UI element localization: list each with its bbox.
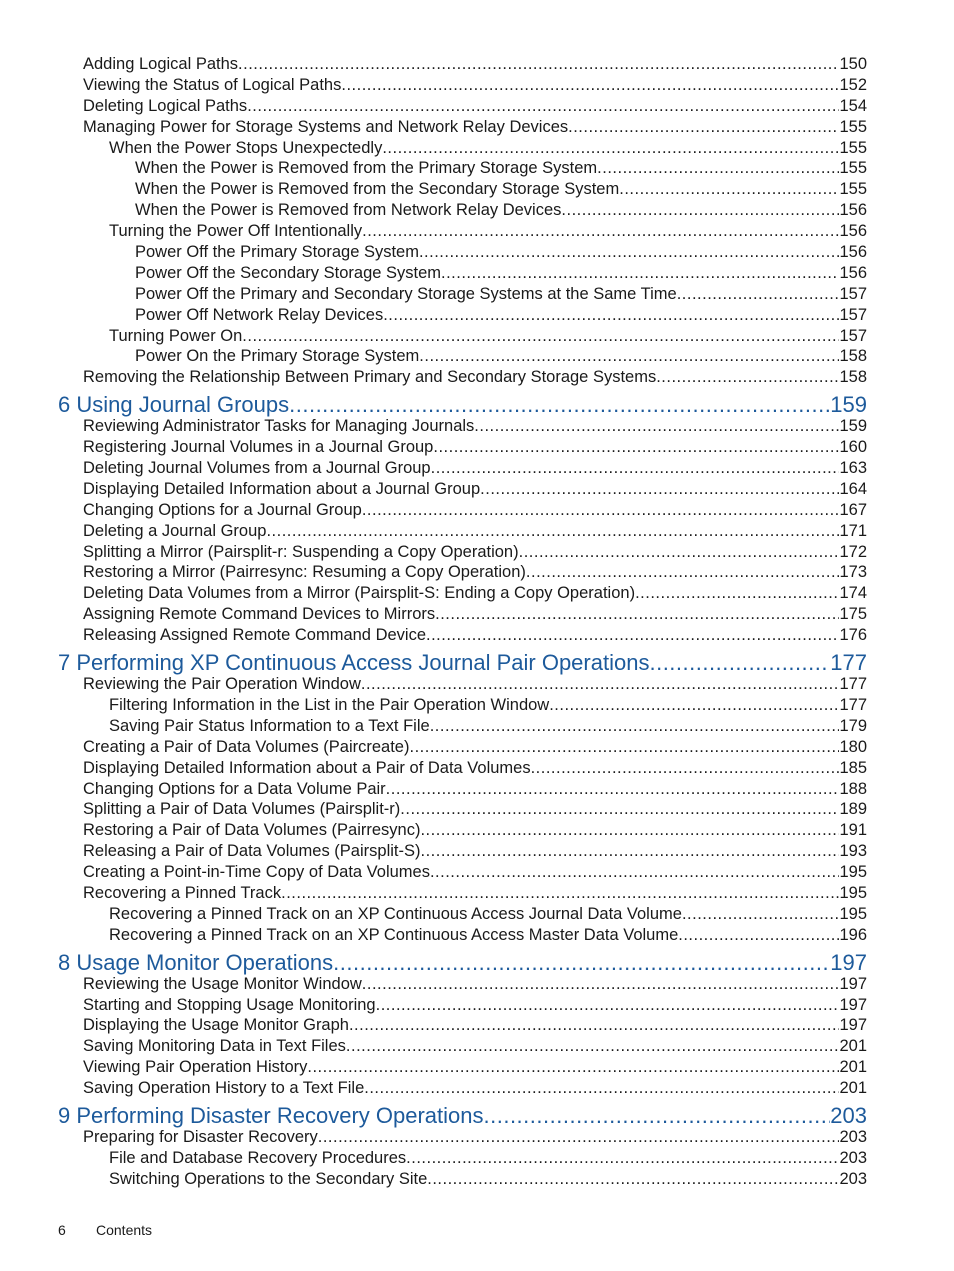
toc-entry-title: Preparing for Disaster Recovery [83,1127,318,1146]
dot-leader [420,820,839,841]
dot-leader [386,779,840,800]
toc-entry-page: 163 [839,459,867,478]
toc-entry-page: 157 [839,284,867,303]
toc-entry-page: 158 [839,368,867,387]
toc-entry-page: 185 [839,758,867,777]
toc-entry[interactable] [0,117,954,138]
toc-entry[interactable] [0,1015,954,1036]
toc-entry-page: 159 [839,417,867,436]
toc-entry[interactable] [0,416,954,437]
toc-entry-title: 9 Performing Disaster Recovery Operations [58,1102,484,1128]
toc-entry-title: Removing the Relationship Between Primary and Secondary Storage Systems [83,368,657,387]
toc-entry-page: 172 [839,542,867,561]
toc-entry-page: 177 [839,675,867,694]
toc-entry-title: 8 Usage Monitor Operations [58,949,334,975]
toc-entry-page: 196 [839,925,867,944]
dot-leader [341,75,839,96]
dot-leader [346,1036,840,1057]
dot-leader [431,458,840,479]
toc-entry-title: Displaying Detailed Information about a Journal Group [83,479,481,498]
toc-entry-title: Turning Power On [109,326,243,345]
toc-entry-title: Creating a Point-in-Time Copy of Data Volumes [83,863,430,882]
dot-leader [531,758,840,779]
toc-entry-page: 201 [839,1079,867,1098]
toc-entry-title: File and Database Recovery Procedures [109,1148,407,1167]
toc-entry-page: 179 [839,716,867,735]
toc-entry-title: Changing Options for a Journal Group [83,500,362,519]
toc-entry[interactable] [0,562,954,583]
toc-entry[interactable] [0,326,954,347]
toc-entry[interactable] [0,458,954,479]
toc-entry-title: Releasing Assigned Remote Command Device [83,626,427,645]
toc-entry[interactable] [0,716,954,737]
toc-entry-page: 159 [830,392,867,418]
toc-entry-page: 193 [839,842,867,861]
toc-entry-title: Creating a Pair of Data Volumes (Paircreate) [83,737,410,756]
toc-entry[interactable] [0,604,954,625]
dot-leader [409,737,839,758]
footer-section-label: Contents [96,1222,153,1238]
toc-entry-title: Deleting Journal Volumes from a Journal Group [83,459,431,478]
toc-entry[interactable] [0,200,954,221]
toc-entry-page: 155 [839,138,867,157]
toc-entry-title: Recovering a Pinned Track on an XP Continuous Access Journal Data Volume [109,904,682,923]
toc-entry[interactable] [0,904,954,925]
toc-entry-title: Adding Logical Paths [83,55,239,73]
toc-entry[interactable] [0,521,954,542]
toc-entry-title: Displaying Detailed Information about a Pair of Data Volumes [83,758,531,777]
toc-entry-title: Viewing the Status of Logical Paths [83,75,342,94]
dot-leader [247,96,839,117]
toc-entry-page: 164 [839,479,867,498]
toc-entry-title: Starting and Stopping Usage Monitoring [83,995,376,1014]
dot-leader [362,500,840,521]
toc-entry-title: Deleting a Journal Group [83,521,267,540]
dot-leader [364,1078,839,1099]
toc-entry-page: 155 [839,159,867,178]
toc-entry-title: Splitting a Pair of Data Volumes (Pairsplit-r) [83,800,401,819]
toc-entry-page: 167 [839,500,867,519]
toc-entry-title: Power Off the Primary Storage System [135,243,419,262]
dot-leader [430,862,840,883]
toc-entry-title: Power On the Primary Storage System [135,347,420,366]
toc-entry-title: Assigning Remote Command Devices to Mirrors [83,605,436,624]
toc-entry-title: Deleting Logical Paths [83,96,248,115]
dot-leader [362,974,840,995]
toc-entry-title: Recovering a Pinned Track on an XP Continuous Access Master Data Volume [109,925,679,944]
toc-entry-page: 155 [839,117,867,136]
dot-leader [474,416,839,437]
toc-entry-title: Changing Options for a Data Volume Pair [83,779,386,798]
toc-entry-page: 154 [839,96,867,115]
toc-entry-title: Reviewing the Usage Monitor Window [83,974,362,993]
toc-entry-page: 203 [839,1148,867,1167]
toc-entry-page: 177 [830,650,867,676]
dot-leader [307,1057,839,1078]
toc-entry-page: 156 [839,222,867,241]
toc-entry-page: 201 [839,1037,867,1056]
toc-entry[interactable] [0,925,954,946]
dot-leader [376,995,840,1016]
toc-entry-page: 203 [839,1127,867,1146]
toc-entry-page: 156 [839,263,867,282]
toc-entry[interactable] [0,138,954,159]
dot-leader [480,479,839,500]
toc-entry-page: 157 [839,305,867,324]
dot-leader [561,200,839,221]
toc-entry-title: Power Off the Primary and Secondary Storage Systems at the Same Time [135,284,677,303]
toc-entry[interactable] [0,625,954,646]
dot-leader [361,674,840,695]
toc-entry[interactable] [0,1036,954,1057]
toc-entry[interactable] [0,1057,954,1078]
toc-entry-page: 195 [839,904,867,923]
toc-entry-title: When the Power is Removed from the Primary Storage System [135,159,598,178]
toc-entry-page: 195 [839,863,867,882]
dot-leader [238,54,839,75]
toc-entry[interactable] [0,820,954,841]
toc-entry-title: Reviewing the Pair Operation Window [83,675,361,694]
dot-leader [400,799,839,820]
toc-entry[interactable] [0,242,954,263]
toc-entry[interactable] [0,583,954,604]
toc-entry-title: Switching Operations to the Secondary Site [109,1169,428,1188]
table-of-contents [0,54,954,1190]
toc-entry[interactable] [0,995,954,1016]
toc-entry[interactable] [0,974,954,995]
toc-entry[interactable] [0,841,954,862]
toc-entry[interactable] [0,500,954,521]
toc-entry-page: 160 [839,438,867,457]
toc-entry-page: 174 [839,584,867,603]
toc-entry[interactable] [0,479,954,500]
dot-leader [568,117,839,138]
footer-page-number: 6 [58,1222,66,1238]
toc-entry[interactable] [0,1169,954,1190]
toc-entry-page: 189 [839,800,867,819]
dot-leader [619,179,839,200]
toc-entry-page: 171 [839,521,867,540]
toc-entry[interactable] [0,737,954,758]
toc-entry-title: Filtering Information in the List in the Pair Operation Window [109,695,550,714]
toc-entry-page: 203 [839,1169,867,1188]
toc-entry-title: 6 Using Journal Groups [58,392,290,418]
toc-entry-page: 176 [839,626,867,645]
toc-entry-page: 197 [839,974,867,993]
toc-entry-page: 197 [839,1016,867,1035]
toc-entry[interactable] [0,221,954,242]
toc-entry-page: 191 [839,821,867,840]
toc-entry-title: When the Power is Removed from Network Relay Devices [135,201,562,220]
toc-entry-page: 203 [830,1102,867,1128]
toc-entry-title: Reviewing Administrator Tasks for Managing Journals [83,417,475,436]
toc-entry-page: 157 [839,326,867,345]
toc-entry-page: 197 [830,949,867,975]
toc-entry-page: 150 [839,55,867,73]
dot-leader [441,263,839,284]
dot-leader [678,925,839,946]
toc-entry-title: Deleting Data Volumes from a Mirror (Pairsplit-S: Ending a Copy Operation) [83,584,636,603]
dot-leader [266,521,839,542]
toc-entry[interactable] [0,1127,954,1148]
toc-entry-page: 177 [839,695,867,714]
dot-leader [420,841,839,862]
toc-entry[interactable] [0,158,954,179]
dot-leader [281,883,839,904]
dot-leader [656,367,839,388]
toc-entry-title: Recovering a Pinned Track [83,883,282,902]
toc-entry[interactable] [0,437,954,458]
dot-leader [430,716,840,737]
dot-leader [349,1015,840,1036]
toc-entry-page: 158 [839,347,867,366]
toc-entry-page: 173 [839,563,867,582]
toc-entry[interactable] [0,305,954,326]
toc-entry-title: Power Off Network Relay Devices [135,305,384,324]
toc-entry[interactable] [0,284,954,305]
dot-leader [677,284,840,305]
page-footer [58,1222,152,1238]
toc-entry[interactable] [0,1148,954,1169]
toc-entry[interactable] [0,263,954,284]
toc-entry-title: Saving Monitoring Data in Text Files [83,1037,346,1056]
toc-entry-title: 7 Performing XP Continuous Access Journal Pair Operations [58,650,650,676]
dot-leader [682,904,840,925]
toc-entry[interactable] [0,695,954,716]
toc-entry-title: Power Off the Secondary Storage System [135,263,442,282]
dot-leader [382,138,839,159]
toc-entry-page: 152 [839,75,867,94]
toc-entry-page: 156 [839,243,867,262]
dot-leader [426,625,839,646]
dot-leader [383,305,839,326]
toc-entry-page: 155 [839,180,867,199]
dot-leader [519,542,840,563]
toc-entry[interactable] [0,1078,954,1099]
dot-leader [597,158,839,179]
dot-leader [427,1169,839,1190]
toc-entry-page: 156 [839,201,867,220]
toc-entry-title: When the Power is Removed from the Secondary Storage System [135,180,620,199]
toc-entry[interactable] [0,883,954,904]
toc-entry-title: Registering Journal Volumes in a Journal Group [83,438,434,457]
dot-leader [419,242,840,263]
dot-leader [242,326,839,347]
toc-entry-page: 201 [839,1058,867,1077]
toc-entry-title: Managing Power for Storage Systems and Network Relay Devices [83,117,569,136]
toc-entry[interactable] [0,54,954,75]
dot-leader [433,437,839,458]
toc-entry-title: When the Power Stops Unexpectedly [109,138,383,157]
toc-entry-title: Restoring a Mirror (Pairresync: Resuming a Copy Operation) [83,563,526,582]
toc-entry-title: Displaying the Usage Monitor Graph [83,1016,349,1035]
toc-entry[interactable] [0,367,954,388]
dot-leader [318,1127,840,1148]
dot-leader [419,346,839,367]
toc-entry-page: 197 [839,995,867,1014]
toc-entry-title: Saving Operation History to a Text File [83,1079,365,1098]
toc-entry[interactable] [0,179,954,200]
toc-entry[interactable] [0,96,954,117]
toc-entry[interactable] [0,779,954,800]
toc-entry-title: Splitting a Mirror (Pairsplit-r: Suspending a Copy Operation) [83,542,519,561]
toc-entry-page: 195 [839,883,867,902]
toc-entry-title: Saving Pair Status Information to a Text File [109,716,430,735]
toc-entry-title: Viewing Pair Operation History [83,1058,308,1077]
toc-entry-title: Turning the Power Off Intentionally [109,222,363,241]
dot-leader [362,221,839,242]
toc-entry[interactable] [0,799,954,820]
toc-entry[interactable] [0,346,954,367]
toc-entry[interactable] [0,542,954,563]
toc-entry[interactable] [0,75,954,96]
toc-entry-page: 188 [839,779,867,798]
toc-entry-page: 175 [839,605,867,624]
toc-entry-title: Restoring a Pair of Data Volumes (Pairresync) [83,821,421,840]
toc-entry[interactable] [0,674,954,695]
toc-entry[interactable] [0,758,954,779]
dot-leader [406,1148,839,1169]
dot-leader [635,583,839,604]
toc-entry-title: Releasing a Pair of Data Volumes (Pairsplit-S) [83,842,421,861]
toc-entry[interactable] [0,862,954,883]
dot-leader [435,604,839,625]
dot-leader [526,562,840,583]
dot-leader [549,695,839,716]
toc-entry-page: 180 [839,737,867,756]
